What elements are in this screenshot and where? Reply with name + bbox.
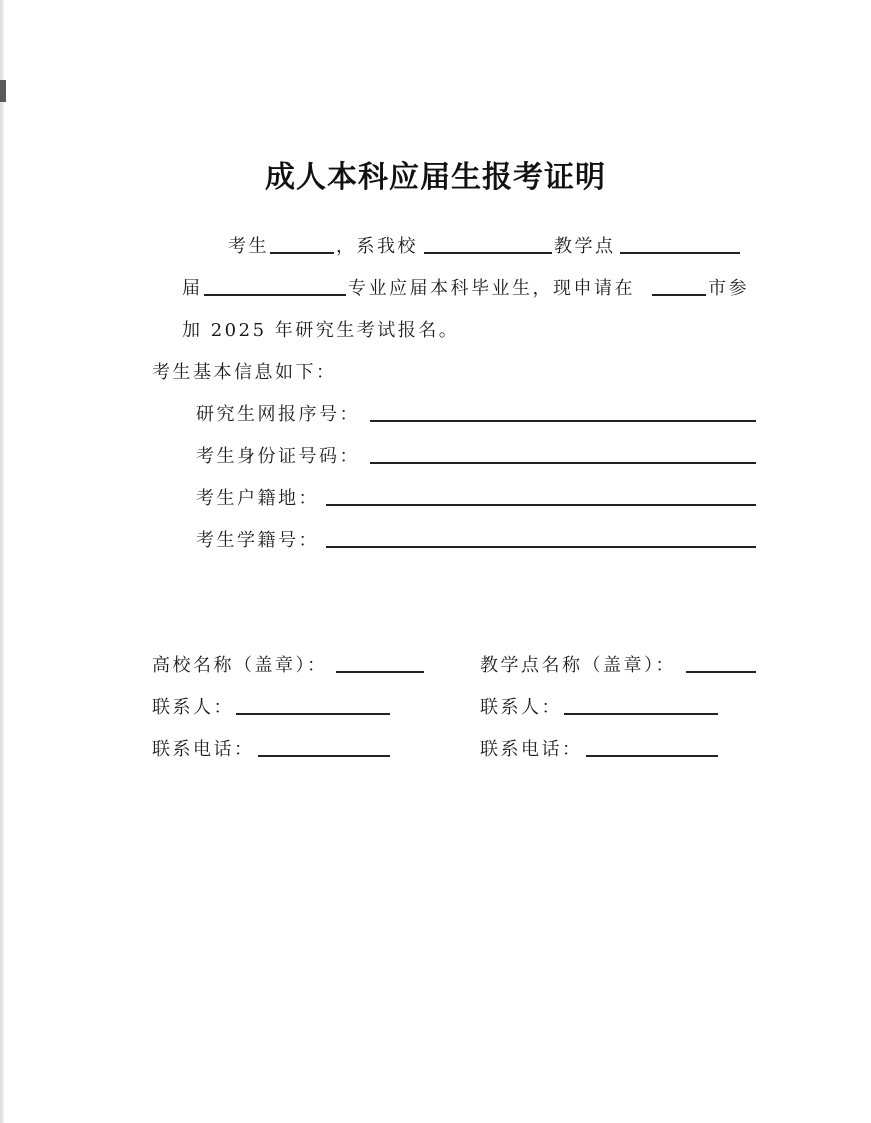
scan-mark xyxy=(0,80,6,102)
text-teaching-site: 教学点 xyxy=(554,236,616,257)
label-application-number: 研究生网报序号： xyxy=(196,404,360,425)
label-site-phone: 联系电话： xyxy=(480,739,583,760)
document-title: 成人本科应届生报考证明 xyxy=(265,160,606,195)
blank-university-seal[interactable] xyxy=(336,671,424,673)
label-site-seal: 教学点名称（盖章）： xyxy=(480,655,676,676)
label-household-registration: 考生户籍地： xyxy=(196,488,319,509)
label-university-seal: 高校名称（盖章）： xyxy=(152,655,328,676)
blank-household-registration[interactable] xyxy=(326,504,756,506)
label-student-number: 考生学籍号： xyxy=(196,530,319,551)
label-id-number: 考生身份证号码： xyxy=(196,446,360,467)
text-session: 届 xyxy=(182,278,203,299)
info-heading: 考生基本信息如下： xyxy=(152,362,337,383)
blank-teaching-site[interactable] xyxy=(620,252,740,254)
blank-school-name[interactable] xyxy=(424,252,552,254)
blank-site-contact[interactable] xyxy=(564,713,718,715)
blank-site-seal[interactable] xyxy=(686,671,756,673)
blank-application-number[interactable] xyxy=(370,420,756,422)
blank-university-contact[interactable] xyxy=(236,713,390,715)
label-site-contact: 联系人： xyxy=(480,697,562,718)
label-university-phone: 联系电话： xyxy=(152,739,255,760)
text-registration: 加 2025 年研究生考试报名。 xyxy=(182,320,460,341)
blank-examinee-name[interactable] xyxy=(270,252,334,254)
blank-major[interactable] xyxy=(204,294,346,296)
text-examinee: 考生 xyxy=(228,236,269,257)
blank-university-phone[interactable] xyxy=(258,755,390,757)
blank-site-phone[interactable] xyxy=(586,755,718,757)
text-city-participate: 市参 xyxy=(708,278,749,299)
text-major-graduate: 专业应届本科毕业生，现申请在 xyxy=(348,278,635,299)
blank-id-number[interactable] xyxy=(370,462,756,464)
text-is-our-school: ，系我校 xyxy=(336,236,418,257)
label-university-contact: 联系人： xyxy=(152,697,234,718)
blank-city[interactable] xyxy=(652,294,706,296)
blank-student-number[interactable] xyxy=(326,546,756,548)
